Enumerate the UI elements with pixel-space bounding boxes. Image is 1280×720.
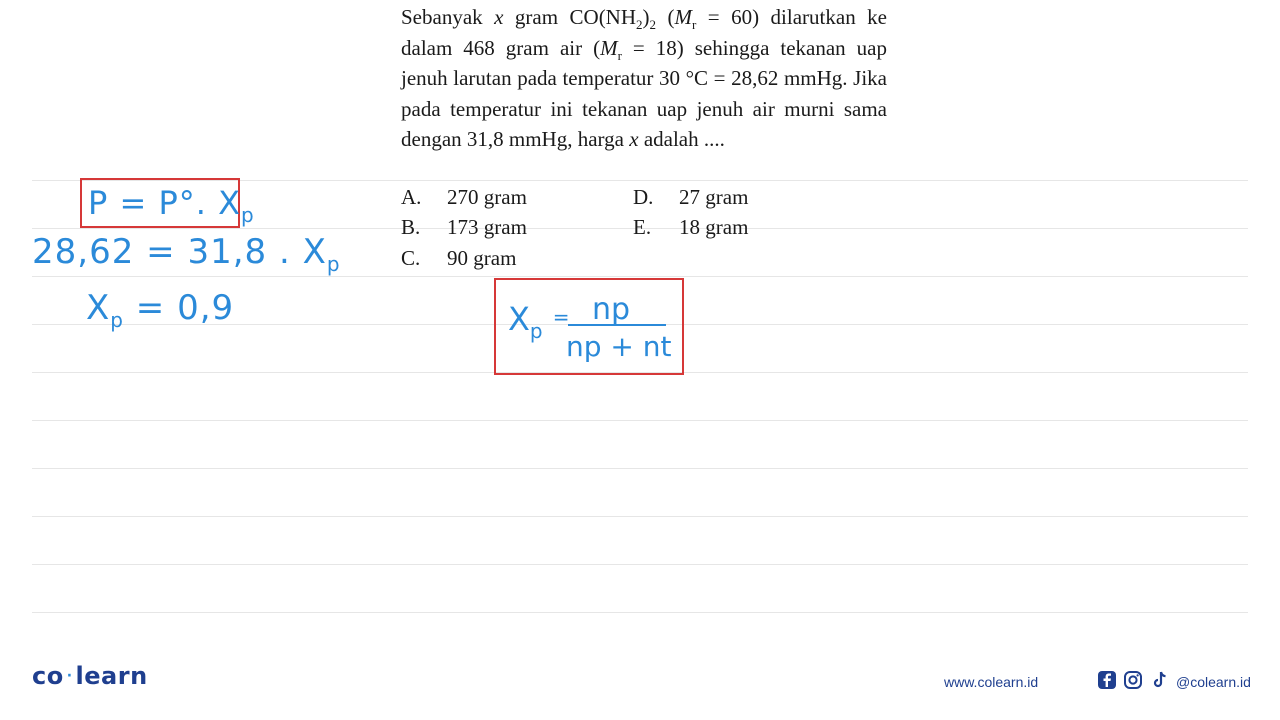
question-part: gram CO(NH bbox=[503, 5, 637, 29]
website-link[interactable]: www.colearn.id bbox=[944, 674, 1039, 690]
social-handle[interactable]: @colearn.id bbox=[1176, 674, 1251, 690]
variable-x: x bbox=[494, 5, 504, 29]
ruled-line bbox=[32, 276, 1248, 277]
ruled-line bbox=[32, 468, 1248, 469]
tiktok-icon[interactable] bbox=[1150, 670, 1170, 690]
subscript: p bbox=[529, 319, 543, 343]
option-text: 270 gram bbox=[447, 185, 527, 209]
result-text: X bbox=[86, 288, 111, 328]
ruled-line bbox=[32, 564, 1248, 565]
result-line bbox=[86, 288, 234, 332]
mole-fraction-lhs bbox=[508, 300, 570, 343]
option-letter: D. bbox=[633, 185, 654, 209]
option-letter: B. bbox=[401, 215, 421, 239]
fraction-bar bbox=[568, 324, 666, 326]
fraction-lhs: X bbox=[508, 300, 530, 338]
option-letter: E. bbox=[633, 215, 652, 239]
option-e[interactable] bbox=[633, 215, 748, 240]
question-part: ) bbox=[642, 5, 650, 29]
logo-learn: learn bbox=[75, 662, 148, 690]
question-part: = 60) dilarutkan ke dalam 468 gram air ( bbox=[401, 5, 887, 60]
subscript: p bbox=[326, 252, 341, 276]
option-c[interactable] bbox=[401, 246, 516, 271]
question-part: adalah .... bbox=[638, 127, 725, 151]
logo-dot: · bbox=[66, 668, 73, 684]
facebook-icon[interactable] bbox=[1097, 670, 1117, 690]
option-text: 90 gram bbox=[447, 246, 517, 270]
option-letter: A. bbox=[401, 185, 422, 209]
result-text: = 0,9 bbox=[124, 288, 235, 328]
substitution-line bbox=[32, 232, 341, 276]
raoult-formula bbox=[88, 184, 255, 227]
instagram-icon[interactable] bbox=[1123, 670, 1143, 690]
colearn-logo bbox=[32, 662, 148, 690]
subscript: p bbox=[110, 308, 124, 332]
option-b[interactable] bbox=[401, 215, 527, 240]
ruled-line bbox=[32, 420, 1248, 421]
option-text: 18 gram bbox=[679, 215, 749, 239]
subscript: r bbox=[691, 17, 697, 33]
molar-mass-symbol: M bbox=[674, 5, 692, 29]
option-text: 173 gram bbox=[447, 215, 527, 239]
fraction-denominator: np + nt bbox=[566, 330, 672, 363]
subscript: 2 bbox=[649, 17, 657, 33]
subscript: 2 bbox=[636, 17, 643, 33]
question-text bbox=[401, 2, 887, 155]
formula-text: P = P°. X bbox=[88, 184, 242, 222]
option-text: 27 gram bbox=[679, 185, 749, 209]
subscript: p bbox=[241, 203, 255, 227]
molar-mass-symbol: M bbox=[600, 35, 618, 60]
equals-sign: = bbox=[552, 305, 570, 329]
logo-co: co bbox=[32, 662, 64, 690]
option-letter: C. bbox=[401, 246, 421, 270]
ruled-line bbox=[32, 612, 1248, 613]
option-d[interactable] bbox=[633, 185, 748, 210]
substitution-text: 28,62 = 31,8 . X bbox=[32, 232, 327, 272]
subscript: r bbox=[617, 47, 622, 63]
variable-x: x bbox=[629, 127, 639, 151]
question-part: Sebanyak bbox=[401, 5, 495, 29]
option-a[interactable] bbox=[401, 185, 527, 210]
question-part: ( bbox=[656, 5, 675, 29]
ruled-line bbox=[32, 516, 1248, 517]
fraction-numerator: np bbox=[592, 292, 631, 327]
question-part: = 18) sehingga tekanan uap jenuh larutan pada temperatur 30 °C = 28,62 mmHg. Jika pada temperatur ini tekanan uap jenuh air murni sama dengan 31,8 mmHg, harga bbox=[401, 35, 887, 151]
